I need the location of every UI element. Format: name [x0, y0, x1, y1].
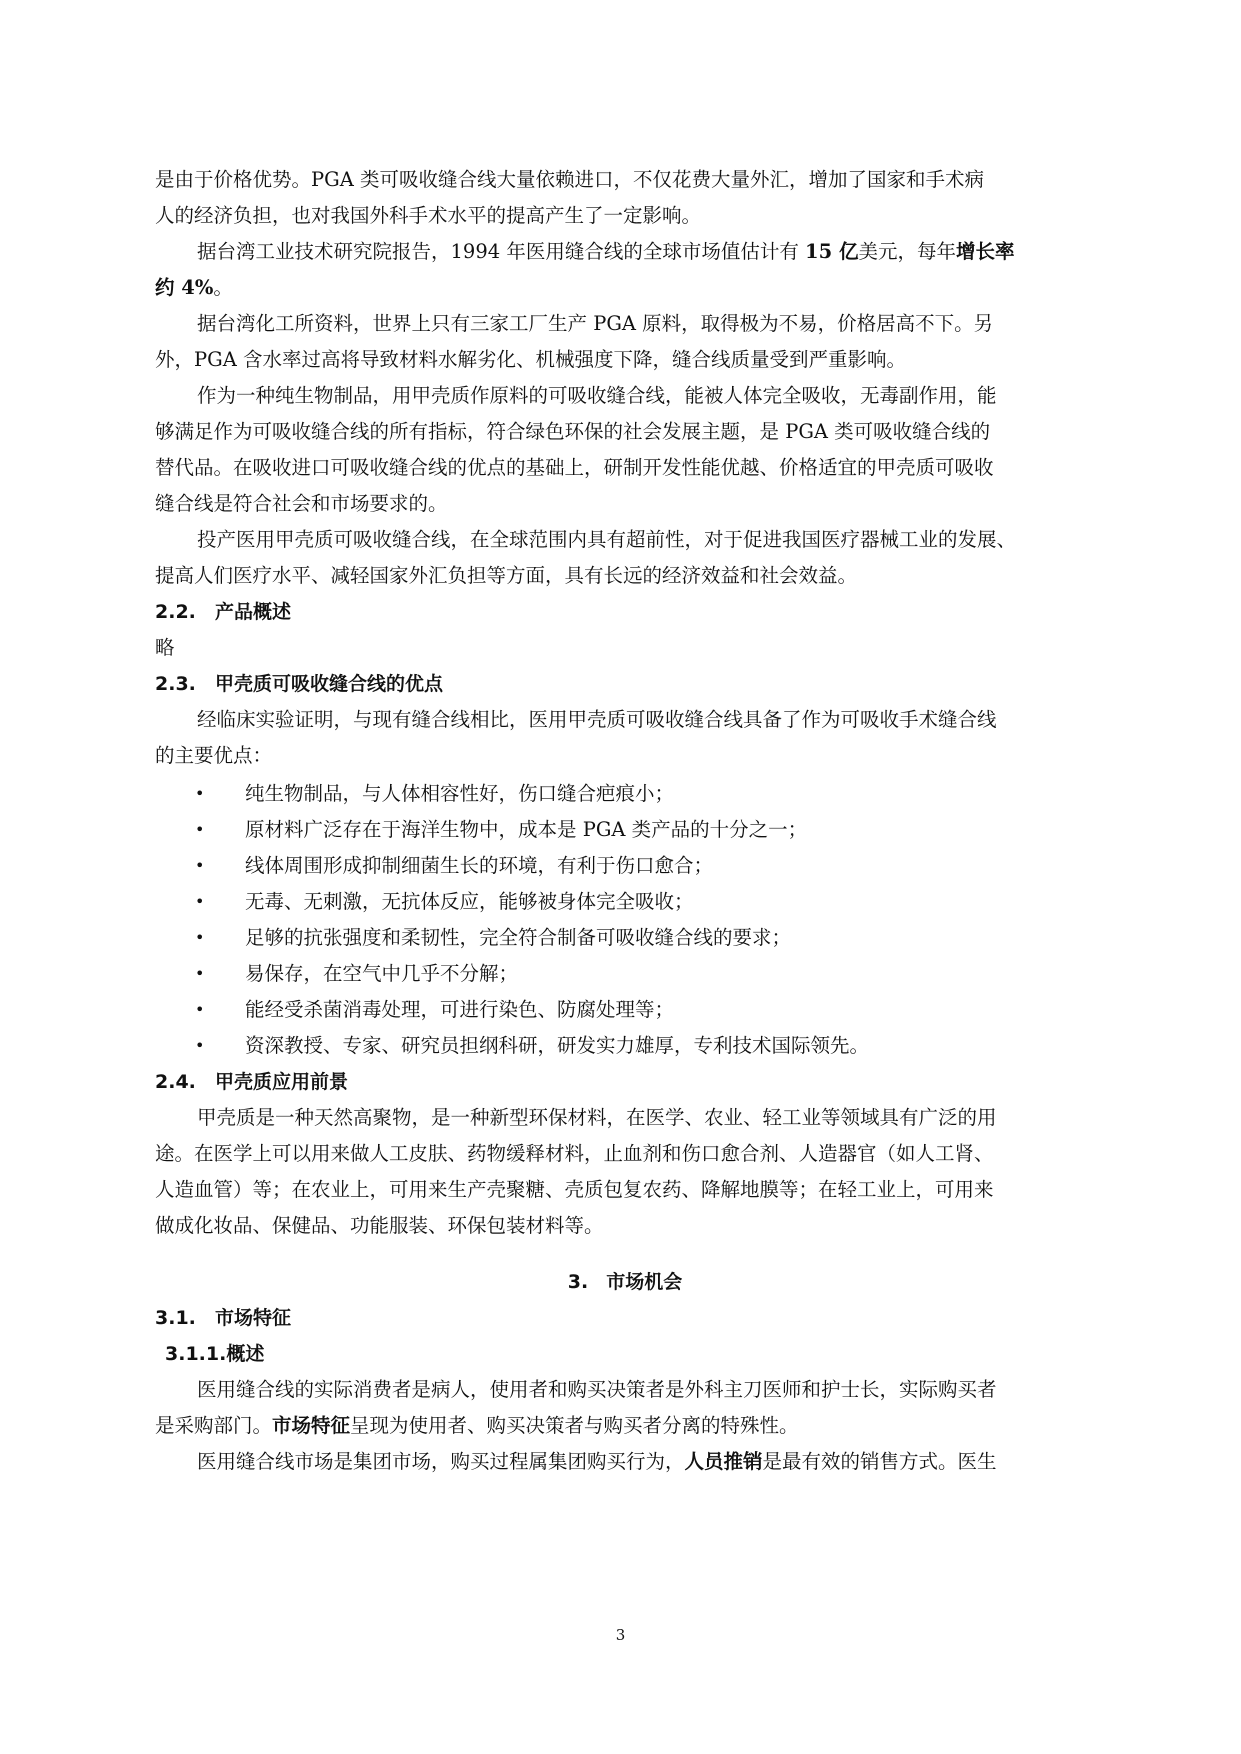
text-run: 。 [213, 276, 233, 299]
paragraph-line: 人的经济负担，也对我国外科手术水平的提高产生了一定影响。 [155, 204, 702, 227]
list-item: 资深教授、专家、研究员担纲科研，研发实力雄厚，专利技术国际领先。 [245, 1034, 870, 1057]
section-number: 3.1. [155, 1307, 196, 1329]
paragraph-line: 外，PGA 含水率过高将导致材料水解劣化、机械强度下降，缝合线质量受到严重影响。 [155, 348, 906, 371]
text-run: 医用缝合线市场是集团市场，购买过程属集团购买行为， [197, 1450, 685, 1473]
text-run: 美元，每年 [858, 240, 956, 263]
text-run: 是采购部门。 [155, 1414, 273, 1437]
section-number: 3. [567, 1271, 589, 1293]
section-title: 市场特征 [215, 1307, 292, 1329]
paragraph-line: 人造血管）等；在农业上，可用来生产壳聚糖、壳质包复农药、降解地膜等；在轻工业上，可用来 [155, 1178, 994, 1201]
section-heading-3-1 [155, 1300, 291, 1336]
section-number: 2.2. [155, 601, 196, 623]
paragraph-line: 提高人们医疗水平、减轻国家外汇负担等方面，具有长远的经济效益和社会效益。 [155, 564, 858, 587]
bullet-icon: • [195, 892, 205, 911]
section-number: 2.4. [155, 1071, 196, 1093]
paragraph-line [197, 1444, 997, 1480]
bullet-icon: • [195, 1000, 205, 1019]
section-number: 2.3. [155, 673, 196, 695]
list-item: 能经受杀菌消毒处理，可进行染色、防腐处理等； [245, 998, 675, 1021]
paragraph-line: 做成化妆品、保健品、功能服装、环保包装材料等。 [155, 1214, 604, 1237]
bold-text: 约 4% [155, 276, 214, 299]
paragraph-line [197, 234, 1015, 270]
paragraph-line [155, 1408, 799, 1444]
section-heading-2-2 [155, 594, 291, 630]
bullet-icon: • [195, 1036, 205, 1055]
bold-text: 增长率 [955, 240, 1015, 263]
section-heading-3 [155, 1264, 1095, 1300]
page-number: 3 [615, 1626, 626, 1644]
paragraph-line: 略 [155, 636, 175, 659]
bullet-icon: • [195, 820, 205, 839]
list-item: 线体周围形成抑制细菌生长的环境，有利于伤口愈合； [245, 854, 714, 877]
text-run: 是最有效的销售方式。医生 [762, 1450, 997, 1473]
bullet-icon: • [195, 784, 205, 803]
bullet-icon: • [195, 928, 205, 947]
bullet-icon: • [195, 964, 205, 983]
paragraph-line: 投产医用甲壳质可吸收缝合线，在全球范围内具有超前性，对于促进我国医疗器械工业的发展、 [197, 528, 1017, 551]
text-run: 据台湾工业技术研究院报告，1994 年医用缝合线的全球市场值估计有 [197, 240, 806, 263]
text-run: 呈现为使用者、购买决策者与购买者分离的特殊性。 [350, 1414, 799, 1437]
paragraph-line: 甲壳质是一种天然高聚物，是一种新型环保材料，在医学、农业、轻工业等领域具有广泛的用 [197, 1106, 997, 1129]
paragraph-line: 是由于价格优势。PGA 类可吸收缝合线大量依赖进口，不仅花费大量外汇，增加了国家和手术病 [155, 168, 984, 191]
bold-text: 市场特征 [272, 1414, 351, 1437]
list-item: 纯生物制品，与人体相容性好，伤口缝合疤痕小； [245, 782, 675, 805]
section-heading-3-1-1: 3.1.1.概述 [165, 1343, 265, 1365]
section-title: 甲壳质应用前景 [215, 1071, 349, 1093]
paragraph-line: 作为一种纯生物制品，用甲壳质作原料的可吸收缝合线，能被人体完全吸收，无毒副作用，能 [197, 384, 997, 407]
paragraph-line: 医用缝合线的实际消费者是病人，使用者和购买决策者是外科主刀医师和护士长，实际购买者 [197, 1378, 997, 1401]
paragraph-line [155, 270, 233, 306]
section-heading-2-3 [155, 666, 443, 702]
paragraph-line: 缝合线是符合社会和市场要求的。 [155, 492, 448, 515]
list-item: 足够的抗张强度和柔韧性，完全符合制备可吸收缝合线的要求； [245, 926, 792, 949]
paragraph-line: 经临床实验证明，与现有缝合线相比，医用甲壳质可吸收缝合线具备了作为可吸收手术缝合线 [197, 708, 997, 731]
section-title: 产品概述 [215, 601, 292, 623]
paragraph-line: 够满足作为可吸收缝合线的所有指标，符合绿色环保的社会发展主题，是 PGA 类可吸收缝合线的 [155, 420, 991, 443]
list-item: 易保存，在空气中几乎不分解； [245, 962, 519, 985]
section-heading-2-4 [155, 1064, 348, 1100]
bold-text: 人员推销 [684, 1450, 763, 1473]
section-title: 甲壳质可吸收缝合线的优点 [215, 673, 444, 695]
list-item: 原材料广泛存在于海洋生物中，成本是 PGA 类产品的十分之一； [245, 818, 808, 841]
paragraph-line: 据台湾化工所资料，世界上只有三家工厂生产 PGA 原料，取得极为不易，价格居高不下。另 [197, 312, 994, 335]
bullet-icon: • [195, 856, 205, 875]
section-title: 市场机会 [606, 1271, 683, 1293]
paragraph-line: 途。在医学上可以用来做人工皮肤、药物缓释材料，止血剂和伤口愈合剂、人造器官（如人工肾、 [155, 1142, 994, 1165]
paragraph-line: 的主要优点： [155, 744, 273, 767]
paragraph-line: 替代品。在吸收进口可吸收缝合线的优点的基础上，研制开发性能优越、价格适宜的甲壳质可吸收 [155, 456, 994, 479]
list-item: 无毒、无刺激，无抗体反应，能够被身体完全吸收； [245, 890, 694, 913]
bold-text: 15 亿 [805, 240, 859, 263]
